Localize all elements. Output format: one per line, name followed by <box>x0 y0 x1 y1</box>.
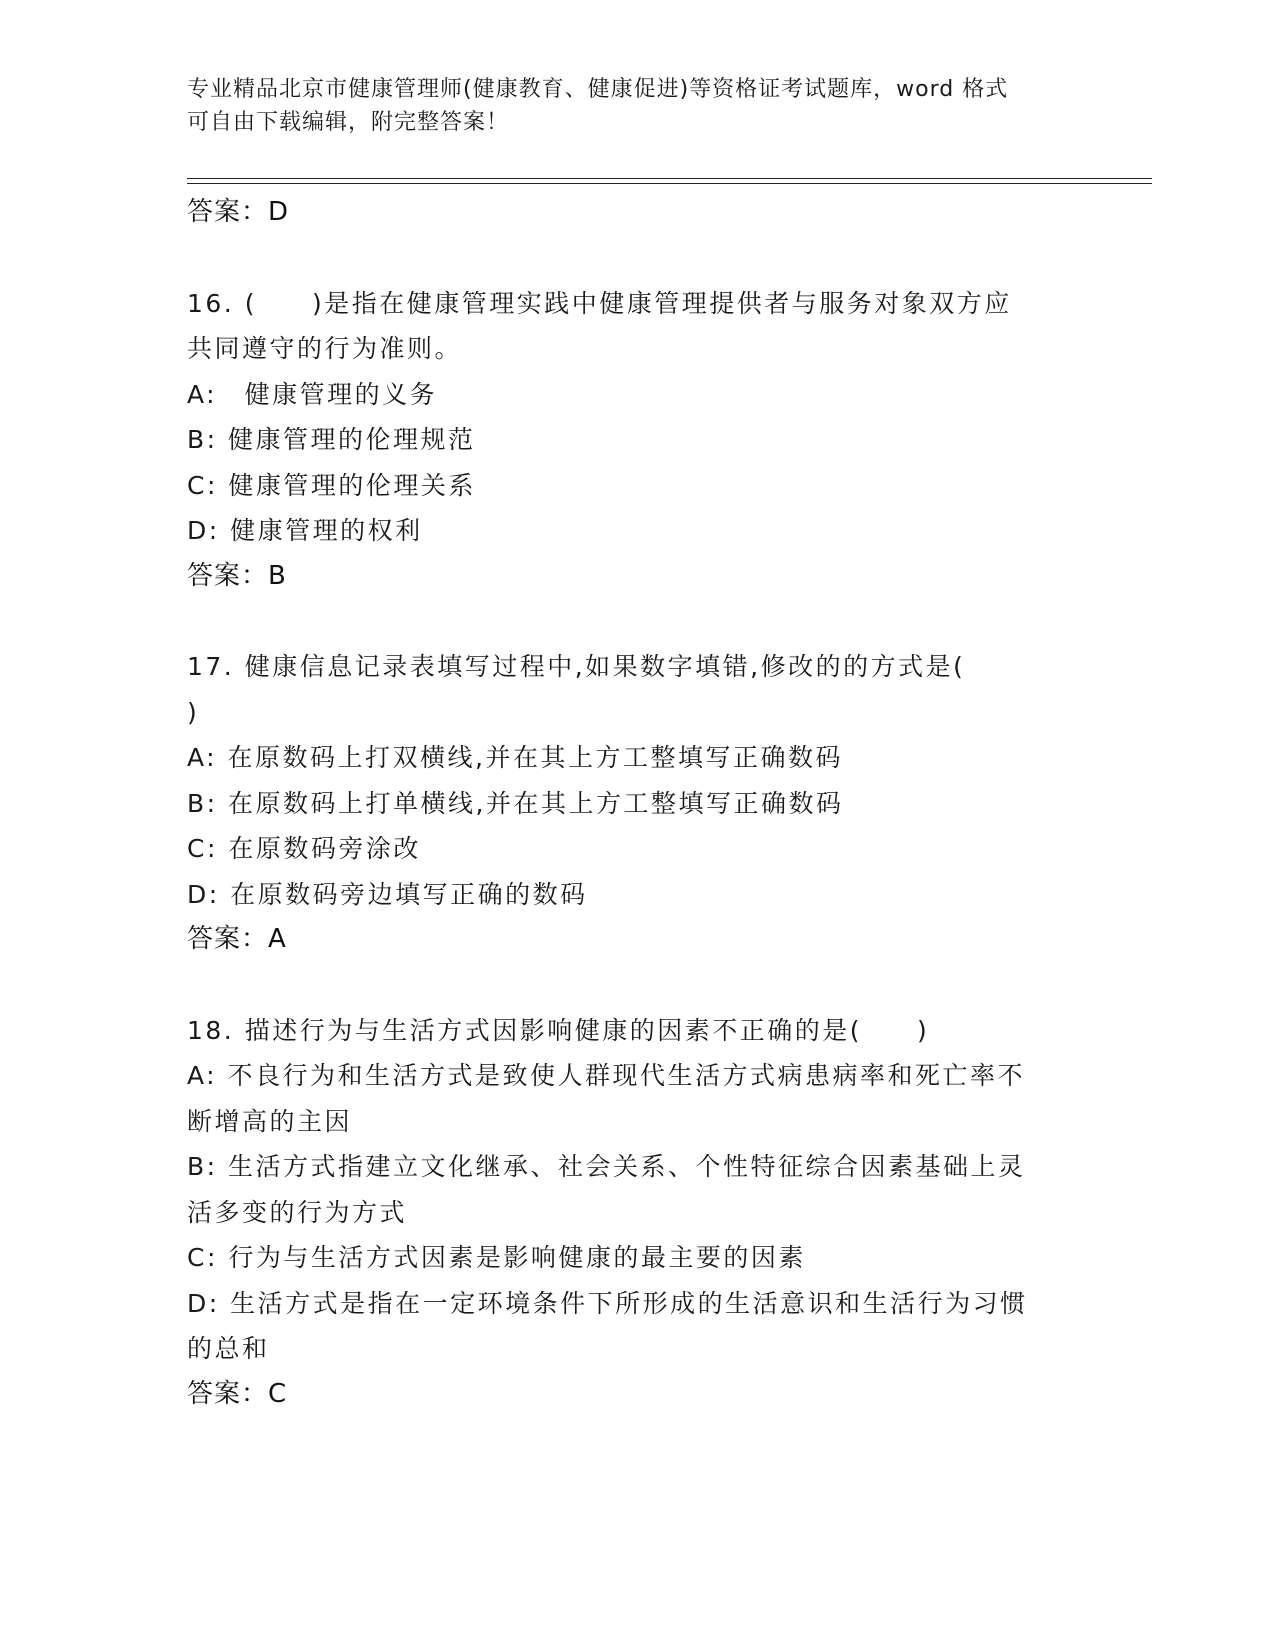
option-b-continued: 活多变的行为方式 <box>187 1197 408 1227</box>
question-stem: ) <box>187 697 200 727</box>
header-rule-bottom <box>187 183 1152 184</box>
spacer <box>187 963 1087 1008</box>
spacer <box>187 236 1087 281</box>
option-c: C: 健康管理的伦理关系 <box>187 470 476 500</box>
answer-previous: 答案：D <box>187 197 290 227</box>
option-a: A: 不良行为和生活方式是致使人群现代生活方式病患病率和死亡率不 <box>187 1061 1026 1090</box>
option-d: D: 生活方式是指在一定环境条件下所形成的生活意识和生活行为习惯 <box>187 1288 1028 1318</box>
question-stem: 17. 健康信息记录表填写过程中,如果数字填错,修改的的方式是( <box>187 652 966 681</box>
option-b: B: 在原数码上打单横线,并在其上方工整填写正确数码 <box>187 788 844 818</box>
option-c: C: 在原数码旁涂改 <box>187 834 421 863</box>
option-b: B: 健康管理的伦理规范 <box>187 425 476 454</box>
answer: 答案：B <box>187 560 287 591</box>
option-d: D: 健康管理的权利 <box>187 516 423 545</box>
option-d-continued: 的总和 <box>187 1334 270 1363</box>
question-stem: 16. ( )是指在健康管理实践中健康管理提供者与服务对象双方应 <box>187 288 1012 318</box>
document-header <box>187 73 1067 139</box>
option-a: A: 健康管理的义务 <box>187 379 438 409</box>
option-b: B: 生活方式指建立文化继承、社会关系、个性特征综合因素基础上灵 <box>187 1152 1026 1181</box>
question-18 <box>187 1008 1087 1418</box>
header-line-1: 专业精品北京市健康管理师(健康教育、健康促进)等资格证考试题库，word 格式 <box>187 77 1009 102</box>
option-c: C: 行为与生活方式因素是影响健康的最主要的因素 <box>187 1243 806 1272</box>
question-content <box>187 190 1087 1417</box>
option-d: D: 在原数码旁边填写正确的数码 <box>187 879 588 909</box>
question-16 <box>187 281 1087 600</box>
option-a: A: 在原数码上打双横线,并在其上方工整填写正确数码 <box>187 743 843 772</box>
option-a-continued: 断增高的主因 <box>187 1106 353 1136</box>
question-17 <box>187 644 1087 963</box>
answer: 答案：A <box>187 924 287 954</box>
spacer <box>187 599 1087 644</box>
header-line-2: 可自由下载编辑，附完整答案！ <box>187 110 510 135</box>
question-stem: 18. 描述行为与生活方式因影响健康的因素不正确的是( ) <box>187 1015 930 1045</box>
answer: 答案：C <box>187 1378 288 1409</box>
header-rule-top <box>187 178 1152 179</box>
question-stem: 共同遵守的行为准则。 <box>187 334 463 363</box>
